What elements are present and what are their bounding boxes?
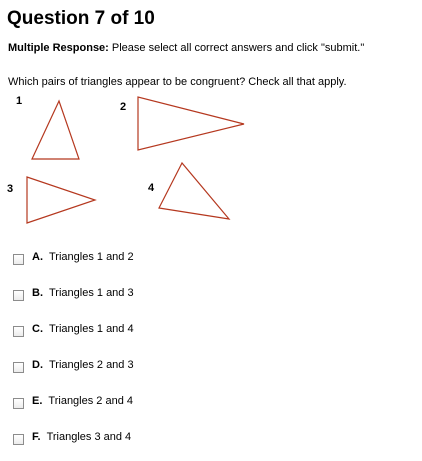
option-f-text: Triangles 3 and 4 — [46, 431, 132, 443]
option-c-letter: C. — [32, 323, 43, 335]
option-b-text: Triangles 1 and 3 — [49, 287, 134, 299]
option-d-checkbox[interactable] — [13, 362, 24, 373]
option-b-letter: B. — [32, 287, 43, 299]
option-e[interactable] — [13, 393, 133, 409]
option-c-checkbox[interactable] — [13, 326, 24, 337]
option-b-checkbox[interactable] — [13, 290, 24, 301]
option-e-letter: E. — [32, 395, 43, 407]
triangle-3 — [27, 177, 95, 223]
option-c[interactable] — [13, 321, 134, 337]
option-f-letter: F. — [32, 431, 41, 443]
option-f[interactable] — [13, 429, 131, 445]
triangle-2-label: 2 — [120, 101, 127, 113]
option-e-text: Triangles 2 and 4 — [48, 395, 133, 407]
option-c-text: Triangles 1 and 4 — [49, 323, 134, 335]
option-a-text: Triangles 1 and 2 — [49, 251, 134, 263]
option-d[interactable] — [13, 357, 134, 373]
instructions-lead: Multiple Response: — [8, 42, 109, 54]
option-e-checkbox[interactable] — [13, 398, 24, 409]
option-d-text: Triangles 2 and 3 — [49, 359, 134, 371]
option-b[interactable] — [13, 285, 134, 301]
triangle-2 — [138, 97, 244, 150]
option-a[interactable] — [13, 249, 134, 265]
triangle-3-label: 3 — [7, 183, 14, 195]
instructions-text: Please select all correct answers and click "submit." — [108, 42, 365, 54]
triangle-4-label: 4 — [148, 182, 155, 194]
triangle-4 — [159, 163, 229, 219]
question-prompt: Which pairs of triangles appear to be congruent? Check all that apply. — [8, 76, 347, 88]
option-f-checkbox[interactable] — [13, 434, 24, 445]
question-title: Question 7 of 10 — [7, 8, 155, 29]
triangle-1 — [32, 101, 79, 159]
option-a-checkbox[interactable] — [13, 254, 24, 265]
triangle-1-label: 1 — [16, 95, 23, 107]
option-d-letter: D. — [32, 359, 43, 371]
option-a-letter: A. — [32, 251, 43, 263]
